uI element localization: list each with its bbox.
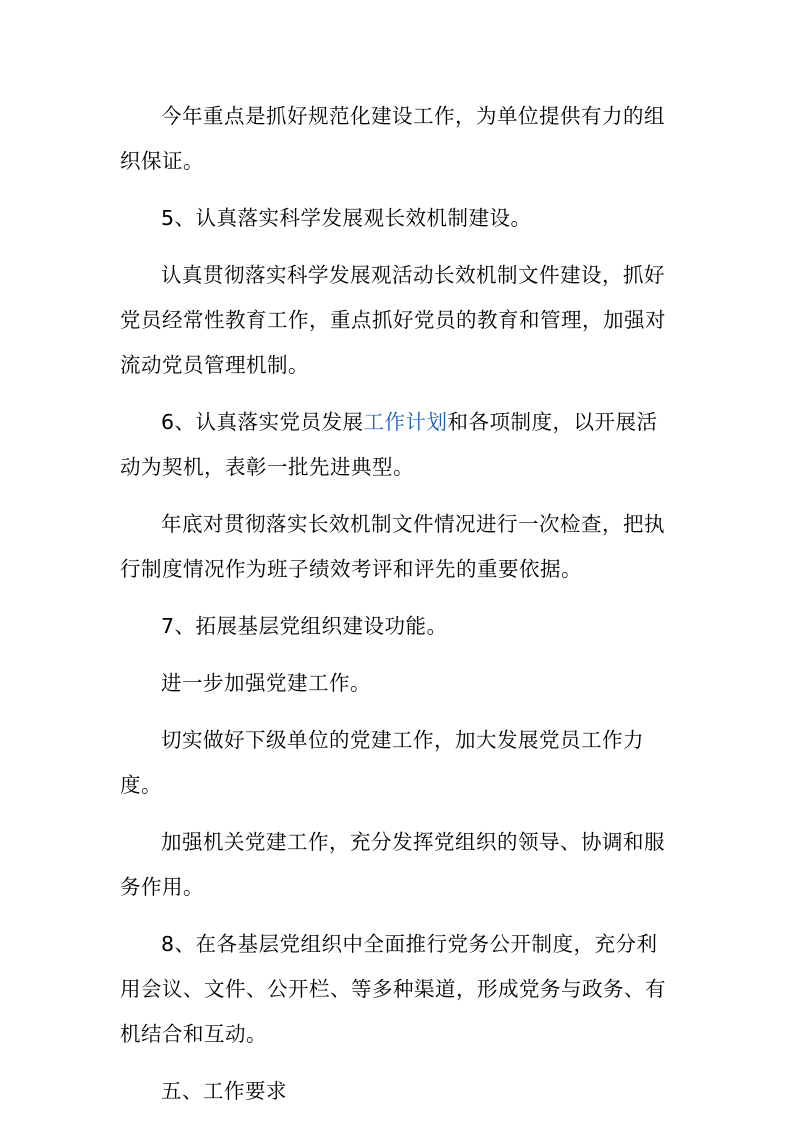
paragraph-organ-party-building: 加强机关党建工作，充分发挥党组织的领导、协调和服务作用。	[120, 830, 665, 899]
paragraph-strengthen-party-building: 进一步加强党建工作。	[161, 671, 371, 695]
heading-item-7: 7、拓展基层党组织建设功能。	[161, 614, 448, 638]
paragraph-focus-standardization: 今年重点是抓好规范化建设工作，为单位提供有力的组织保证。	[120, 104, 665, 173]
work-plan-link[interactable]: 工作计划	[363, 410, 448, 434]
paragraph-subordinate-units: 切实做好下级单位的党建工作，加大发展党员工作力度。	[120, 728, 644, 797]
heading-item-6	[120, 400, 676, 490]
heading-item-6-before: 6、认真落实党员发展	[161, 410, 364, 434]
paragraph-year-end-inspection: 年底对贯彻落实长效机制文件情况进行一次检查，把执行制度情况作为班子绩效考评和评先的重要依据。	[120, 512, 665, 581]
heading-item-5: 5、认真落实科学发展观长效机制建设。	[161, 206, 532, 230]
section-heading-work-requirements: 五、工作要求	[161, 1079, 287, 1103]
heading-item-8: 8、在各基层党组织中全面推行党务公开制度，充分利用会议、文件、公开栏、等多种渠道，形成党务与政务、有机结合和互动。	[120, 932, 666, 1046]
heading-item-6-after: 和各项制度，以开展活动为契机，表彰一批先进典型。	[120, 410, 658, 479]
paragraph-long-term-mechanism: 认真贯彻落实科学发展观活动长效机制文件建设，抓好党员经常性教育工作，重点抓好党员的教育和管理，加强对流动党员管理机制。	[120, 263, 666, 377]
document-body	[120, 94, 676, 1126]
